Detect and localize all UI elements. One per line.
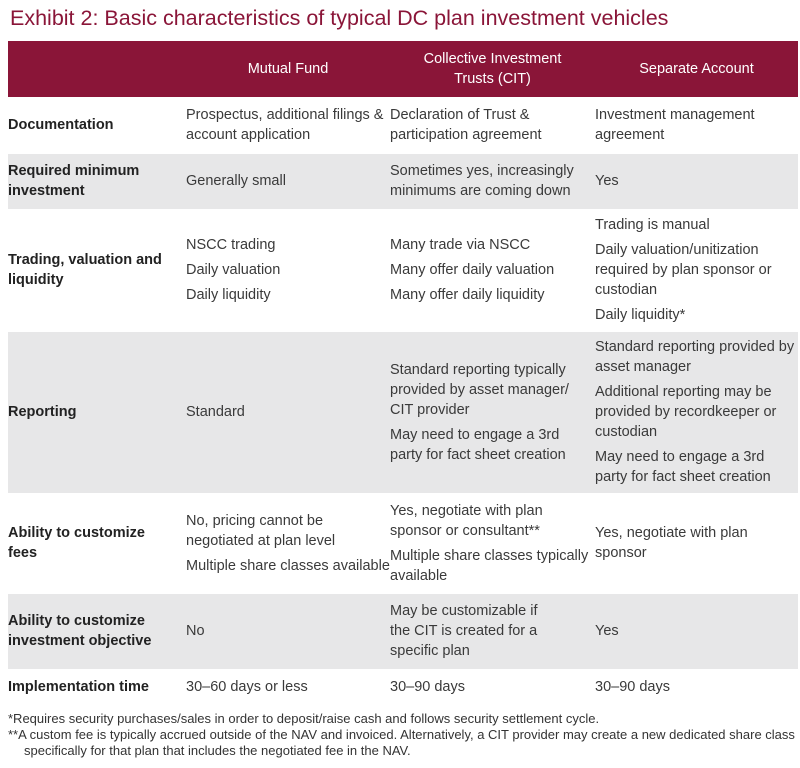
- cell-mutual-fund: [186, 493, 390, 593]
- cell-text: 30–60 days or less: [186, 679, 308, 696]
- table-row-customize-fees: [8, 493, 798, 593]
- row-label: Documentation: [8, 117, 114, 133]
- cell-text: 30–90 days: [595, 679, 670, 696]
- cell-mutual-fund: [186, 153, 390, 209]
- cell-separate-account: [595, 669, 798, 705]
- cell-mutual-fund: [186, 331, 390, 493]
- cell-text: Daily liquidity: [186, 287, 271, 303]
- cell-cit: [390, 669, 595, 705]
- cell-text: Yes, negotiate with plan sponsor: [595, 525, 748, 561]
- cell-text: Yes, negotiate with plan sponsor or consultant**: [390, 502, 543, 539]
- cell-text: No: [186, 623, 205, 639]
- cell-text: May need to engage a 3rd party for fact sheet creation: [595, 449, 771, 485]
- row-label: Trading, valuation and liquidity: [8, 252, 162, 288]
- table-row-implementation-time: [8, 669, 798, 705]
- header-blank: [8, 41, 186, 97]
- footnote-2: **A custom fee is typically accrued outside of the NAV and invoiced. Alternatively, a CIT provider may create a new dedicated share class specifically for that plan that includes the negotiated fee in the NAV.: [8, 727, 795, 758]
- cell-text: Standard reporting typically provided by asset manager/ CIT provider: [390, 361, 569, 418]
- cell-separate-account: [595, 209, 798, 331]
- cell-text: No, pricing cannot be negotiated at plan level: [186, 512, 336, 549]
- cell-mutual-fund: [186, 97, 390, 153]
- cell-cit: [390, 493, 595, 593]
- cell-text: Generally small: [186, 173, 286, 189]
- cell-cit: [390, 593, 595, 669]
- footnote-1: *Requires security purchases/sales in order to deposit/raise cash and follows security settlement cycle.: [8, 711, 600, 726]
- cell-text: Daily valuation/unitization required by plan sponsor or custodian: [595, 242, 772, 298]
- cell-text: May be customizable if the CIT is created for a specific plan: [390, 603, 538, 659]
- cell-separate-account: [595, 593, 798, 669]
- cell-separate-account: [595, 331, 798, 493]
- row-label: Ability to customize investment objective: [8, 613, 152, 649]
- cell-text: Daily liquidity*: [595, 307, 686, 323]
- cell-text: Sometimes yes, increasingly minimums are coming down: [390, 163, 574, 199]
- cell-text: Additional reporting may be provided by recordkeeper or custodian: [595, 384, 777, 440]
- header-mutual-fund: Mutual Fund: [247, 60, 329, 77]
- cell-separate-account: [595, 493, 798, 593]
- cell-cit: [390, 97, 595, 153]
- cell-text: Prospectus, additional filings & account application: [186, 107, 384, 143]
- cell-text: Standard reporting provided by asset manager: [595, 339, 795, 375]
- row-label: Ability to customize fees: [8, 525, 145, 561]
- cell-text: NSCC trading: [186, 237, 276, 253]
- cell-cit: [390, 209, 595, 331]
- table-row-reporting: [8, 331, 798, 493]
- cell-mutual-fund: [186, 209, 390, 331]
- cell-mutual-fund: [186, 669, 390, 705]
- cell-cit: [390, 331, 595, 493]
- header-separate-account: Separate Account: [639, 60, 754, 77]
- table-row-trading: [8, 209, 798, 331]
- cell-text: Multiple share classes available: [186, 557, 390, 574]
- exhibit-title: Exhibit 2: Basic characteristics of typical DC plan investment vehicles: [10, 6, 669, 30]
- cell-text: Yes: [595, 173, 619, 189]
- row-label: Implementation time: [8, 679, 149, 696]
- cell-text: 30–90 days: [390, 679, 465, 696]
- cell-separate-account: [595, 97, 798, 153]
- cell-separate-account: [595, 153, 798, 209]
- row-label: Reporting: [8, 404, 77, 420]
- header-cit: Collective Investment Trusts (CIT): [423, 50, 562, 87]
- table-row-customize-objective: [8, 593, 798, 669]
- cell-text: Yes: [595, 623, 619, 639]
- cell-cit: [390, 153, 595, 209]
- header-row: [8, 41, 798, 97]
- cell-text: Daily valuation: [186, 262, 281, 278]
- cell-text: Many offer daily liquidity: [390, 287, 545, 303]
- cell-text: Many offer daily valuation: [390, 262, 555, 278]
- cell-text: Standard: [186, 404, 245, 420]
- cell-text: Declaration of Trust & participation agreement: [390, 107, 542, 143]
- table-row-minimum-investment: [8, 153, 798, 209]
- cell-text: Many trade via NSCC: [390, 237, 531, 253]
- cell-text: Multiple share classes typically available: [390, 547, 589, 584]
- cell-text: May need to engage a 3rd party for fact sheet creation: [390, 426, 566, 463]
- row-label: Required minimum investment: [8, 163, 140, 199]
- cell-text: Trading is manual: [595, 217, 710, 233]
- cell-text: Investment management agreement: [595, 107, 755, 143]
- characteristics-table: [8, 41, 798, 705]
- footnotes: [8, 711, 798, 759]
- cell-mutual-fund: [186, 593, 390, 669]
- table-row-documentation: [8, 97, 798, 153]
